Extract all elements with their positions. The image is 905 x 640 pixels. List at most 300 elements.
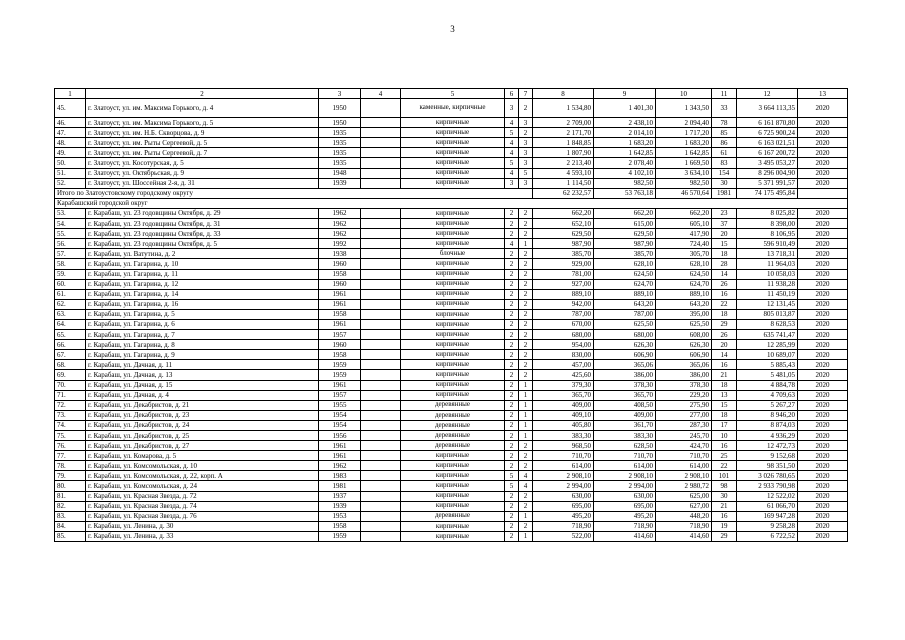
cell-n: 85. — [55, 531, 86, 541]
cell-empty — [361, 431, 401, 441]
cell-fy: 2020 — [798, 521, 848, 531]
cell-addr: г. Златоуст, ул. Октябрьская, д. 9 — [86, 168, 319, 178]
cell-addr: г. Карабаш, ул. Дачная, д. 11 — [86, 360, 319, 370]
cell-a: 710,70 — [533, 451, 594, 461]
cell-e: 2 — [519, 370, 533, 380]
cell-f: 3 — [505, 99, 519, 118]
cell-fy: 2020 — [798, 481, 848, 491]
cell-e: 1 — [519, 431, 533, 441]
cell-n: 49. — [55, 148, 86, 158]
cell-empty — [361, 521, 401, 531]
cell-mat: кирпичные — [401, 330, 505, 340]
cell-cost: 6 167 200,72 — [737, 148, 798, 158]
cell-f: 2 — [505, 309, 519, 319]
cell-cost: 8 025,82 — [737, 208, 798, 218]
cell-c: 1 642,85 — [656, 148, 712, 158]
cell-fy: 2020 — [798, 299, 848, 309]
cell-a: 495,20 — [533, 511, 594, 521]
cell-fy: 2020 — [798, 451, 848, 461]
cell-addr: г. Карабаш, ул. Гагарина, д. 10 — [86, 259, 319, 269]
cell-fy: 2020 — [798, 158, 848, 168]
table-row — [55, 138, 848, 148]
cell-mat: кирпичные — [401, 128, 505, 138]
cell-c: 417,90 — [656, 229, 712, 239]
cell-fy: 2020 — [798, 461, 848, 471]
cell-mat: кирпичные — [401, 471, 505, 481]
cell-c: 275,90 — [656, 400, 712, 410]
cell-empty — [361, 148, 401, 158]
cell-cost: 169 947,28 — [737, 511, 798, 521]
cell-e: 3 — [519, 118, 533, 128]
cell-cost: 8 398,00 — [737, 219, 798, 229]
cell-c: 287,30 — [656, 420, 712, 430]
cell-b: 624,70 — [594, 279, 656, 289]
cell-n: 68. — [55, 360, 86, 370]
cell-f: 2 — [505, 319, 519, 329]
cell-cost: 9 152,68 — [737, 451, 798, 461]
cell-year: 1962 — [319, 219, 361, 229]
cell-empty — [361, 410, 401, 420]
cell-a: 718,90 — [533, 521, 594, 531]
cell-b: 710,70 — [594, 451, 656, 461]
cell-cost: 3 495 053,27 — [737, 158, 798, 168]
cell-c: 395,00 — [656, 309, 712, 319]
cell-addr: г. Златоуст, ул. Косотурская, д. 5 — [86, 158, 319, 168]
cell-addr: г. Карабаш, ул. Комарова, д. 5 — [86, 451, 319, 461]
cell-f: 4 — [505, 239, 519, 249]
table-row — [55, 531, 848, 541]
cell-cost: 10 689,07 — [737, 350, 798, 360]
cell-addr: г. Карабаш, ул. Гагарина, д. 12 — [86, 279, 319, 289]
cell-c: 1 669,50 — [656, 158, 712, 168]
cell-f: 2 — [505, 249, 519, 259]
cell-mat: кирпичные — [401, 370, 505, 380]
cell-e: 2 — [519, 249, 533, 259]
cell-p: 30 — [712, 491, 737, 501]
table-row — [55, 158, 848, 168]
cell-b: 409,00 — [594, 410, 656, 420]
cell-empty — [361, 380, 401, 390]
cell-c: 606,90 — [656, 350, 712, 360]
cell-cost: 5 371 991,57 — [737, 178, 798, 188]
cell-f: 5 — [505, 481, 519, 491]
cell-year: 1937 — [319, 491, 361, 501]
cell-e: 3 — [519, 158, 533, 168]
cell-year: 1958 — [319, 309, 361, 319]
column-number-cell: 8 — [533, 89, 594, 99]
cell-empty — [361, 501, 401, 511]
cell-cost: 4 709,63 — [737, 390, 798, 400]
page-number: 3 — [450, 24, 455, 34]
cell-year: 1961 — [319, 441, 361, 451]
cell-p: 18 — [712, 309, 737, 319]
cell-fy: 2020 — [798, 420, 848, 430]
cell-n: 66. — [55, 340, 86, 350]
total-area-b: 53 763,18 — [594, 188, 656, 198]
cell-a: 680,00 — [533, 330, 594, 340]
cell-n: 79. — [55, 471, 86, 481]
cell-year: 1992 — [319, 239, 361, 249]
cell-addr: г. Карабаш, ул. Дачная, д. 4 — [86, 390, 319, 400]
cell-p: 86 — [712, 138, 737, 148]
cell-empty — [361, 511, 401, 521]
cell-mat: кирпичные — [401, 289, 505, 299]
cell-c: 624,70 — [656, 279, 712, 289]
cell-f: 2 — [505, 380, 519, 390]
cell-e: 2 — [519, 360, 533, 370]
cell-b: 615,00 — [594, 219, 656, 229]
cell-mat: кирпичные — [401, 309, 505, 319]
cell-e: 2 — [519, 229, 533, 239]
total-people: 1981 — [712, 188, 737, 198]
cell-addr: г. Златоуст, ул. им. Рыты Сергеевой, д. 7 — [86, 148, 319, 158]
table-row — [55, 370, 848, 380]
cell-year: 1935 — [319, 148, 361, 158]
cell-b: 626,30 — [594, 340, 656, 350]
cell-empty — [361, 340, 401, 350]
cell-f: 2 — [505, 219, 519, 229]
cell-a: 662,20 — [533, 208, 594, 218]
cell-f: 4 — [505, 148, 519, 158]
cell-year: 1960 — [319, 340, 361, 350]
cell-year: 1957 — [319, 330, 361, 340]
cell-a: 781,00 — [533, 269, 594, 279]
cell-year: 1960 — [319, 279, 361, 289]
cell-p: 25 — [712, 451, 737, 461]
cell-a: 787,00 — [533, 309, 594, 319]
cell-cost: 4 936,29 — [737, 431, 798, 441]
cell-cost: 2 933 790,98 — [737, 481, 798, 491]
cell-addr: г. Карабаш, ул. Декабристов, д. 27 — [86, 441, 319, 451]
cell-c: 229,20 — [656, 390, 712, 400]
cell-empty — [361, 481, 401, 491]
cell-mat: деревянные — [401, 441, 505, 451]
cell-n: 70. — [55, 380, 86, 390]
cell-c: 628,10 — [656, 259, 712, 269]
cell-n: 83. — [55, 511, 86, 521]
cell-cost: 8 874,03 — [737, 420, 798, 430]
cell-c: 424,70 — [656, 441, 712, 451]
cell-n: 45. — [55, 99, 86, 118]
cell-n: 74. — [55, 420, 86, 430]
cell-p: 18 — [712, 249, 737, 259]
cell-p: 17 — [712, 420, 737, 430]
table-row — [55, 299, 848, 309]
cell-mat: кирпичные — [401, 219, 505, 229]
cell-e: 1 — [519, 380, 533, 390]
cell-a: 379,30 — [533, 380, 594, 390]
cell-empty — [361, 279, 401, 289]
cell-n: 78. — [55, 461, 86, 471]
cell-c: 2 980,72 — [656, 481, 712, 491]
cell-mat: кирпичные — [401, 491, 505, 501]
cell-p: 21 — [712, 370, 737, 380]
cell-year: 1961 — [319, 451, 361, 461]
cell-a: 2 908,10 — [533, 471, 594, 481]
cell-mat: кирпичные — [401, 269, 505, 279]
cell-addr: г. Карабаш, ул. Декабристов, д. 25 — [86, 431, 319, 441]
cell-c: 889,10 — [656, 289, 712, 299]
table-row — [55, 319, 848, 329]
table-row — [55, 390, 848, 400]
table-row — [55, 491, 848, 501]
cell-mat: кирпичные — [401, 461, 505, 471]
cell-cost: 3 026 780,65 — [737, 471, 798, 481]
cell-fy: 2020 — [798, 410, 848, 420]
cell-b: 982,50 — [594, 178, 656, 188]
cell-fy: 2020 — [798, 491, 848, 501]
cell-e: 4 — [519, 481, 533, 491]
cell-year: 1959 — [319, 531, 361, 541]
cell-empty — [361, 118, 401, 128]
cell-p: 26 — [712, 330, 737, 340]
table-row — [55, 441, 848, 451]
cell-p: 23 — [712, 208, 737, 218]
cell-cost: 4 884,78 — [737, 380, 798, 390]
total-cost: 74 175 495,84 — [737, 188, 798, 198]
cell-b: 2 014,10 — [594, 128, 656, 138]
table-row — [55, 471, 848, 481]
cell-p: 33 — [712, 99, 737, 118]
cell-fy: 2020 — [798, 289, 848, 299]
table-row — [55, 380, 848, 390]
cell-cost: 6 725 900,24 — [737, 128, 798, 138]
cell-f: 2 — [505, 370, 519, 380]
cell-f: 2 — [505, 269, 519, 279]
cell-fy: 2020 — [798, 138, 848, 148]
cell-c: 2 908,10 — [656, 471, 712, 481]
housing-register-table — [54, 88, 848, 542]
cell-a: 630,00 — [533, 491, 594, 501]
cell-mat: кирпичные — [401, 299, 505, 309]
cell-addr: г. Карабаш, ул. Дачная, д. 15 — [86, 380, 319, 390]
cell-cost: 5 267,27 — [737, 400, 798, 410]
cell-b: 495,20 — [594, 511, 656, 521]
cell-mat: кирпичные — [401, 350, 505, 360]
cell-addr: г. Карабаш, ул. 23 годовщины Октября, д. 31 — [86, 219, 319, 229]
table-row — [55, 269, 848, 279]
cell-a: 954,00 — [533, 340, 594, 350]
column-number-cell: 10 — [656, 89, 712, 99]
cell-p: 85 — [712, 128, 737, 138]
cell-fy: 2020 — [798, 259, 848, 269]
cell-n: 76. — [55, 441, 86, 451]
cell-empty — [361, 219, 401, 229]
cell-addr: г. Златоуст, ул. им. Рыты Сергеевой, д. 5 — [86, 138, 319, 148]
cell-mat: кирпичные — [401, 138, 505, 148]
section-heading-row — [55, 198, 848, 208]
cell-n: 73. — [55, 410, 86, 420]
cell-f: 2 — [505, 400, 519, 410]
cell-cost: 8 628,53 — [737, 319, 798, 329]
cell-addr: г. Карабаш, ул. Красная Звезда, д. 76 — [86, 511, 319, 521]
cell-n: 59. — [55, 269, 86, 279]
table-row — [55, 309, 848, 319]
cell-b: 385,70 — [594, 249, 656, 259]
cell-addr: г. Карабаш, ул. Ватутина, д. 2 — [86, 249, 319, 259]
table-row — [55, 259, 848, 269]
cell-n: 54. — [55, 219, 86, 229]
cell-fy: 2020 — [798, 118, 848, 128]
cell-c: 625,00 — [656, 491, 712, 501]
cell-e: 2 — [519, 299, 533, 309]
cell-year: 1961 — [319, 299, 361, 309]
cell-cost: 12 522,02 — [737, 491, 798, 501]
cell-f: 2 — [505, 390, 519, 400]
cell-n: 72. — [55, 400, 86, 410]
cell-f: 2 — [505, 420, 519, 430]
cell-p: 154 — [712, 168, 737, 178]
cell-cost: 11 938,28 — [737, 279, 798, 289]
cell-n: 56. — [55, 239, 86, 249]
cell-fy: 2020 — [798, 178, 848, 188]
cell-fy: 2020 — [798, 350, 848, 360]
cell-n: 82. — [55, 501, 86, 511]
cell-p: 101 — [712, 471, 737, 481]
cell-e: 2 — [519, 319, 533, 329]
cell-year: 1959 — [319, 360, 361, 370]
cell-empty — [361, 370, 401, 380]
cell-a: 2 171,70 — [533, 128, 594, 138]
cell-addr: г. Карабаш, ул. 23 годовщины Октября, д. 29 — [86, 208, 319, 218]
cell-p: 13 — [712, 390, 737, 400]
cell-year: 1956 — [319, 431, 361, 441]
cell-p: 29 — [712, 531, 737, 541]
cell-e: 3 — [519, 138, 533, 148]
cell-f: 2 — [505, 340, 519, 350]
cell-fy: 2020 — [798, 340, 848, 350]
cell-mat: кирпичные — [401, 521, 505, 531]
cell-empty — [361, 400, 401, 410]
cell-empty — [361, 208, 401, 218]
cell-mat: деревянные — [401, 410, 505, 420]
cell-b: 414,60 — [594, 531, 656, 541]
cell-e: 1 — [519, 400, 533, 410]
cell-p: 20 — [712, 340, 737, 350]
cell-b: 787,00 — [594, 309, 656, 319]
cell-f: 4 — [505, 118, 519, 128]
table-row — [55, 128, 848, 138]
cell-b: 889,10 — [594, 289, 656, 299]
cell-c: 378,30 — [656, 380, 712, 390]
column-number-cell: 2 — [86, 89, 319, 99]
cell-c: 643,20 — [656, 299, 712, 309]
column-number-cell: 12 — [737, 89, 798, 99]
cell-f: 2 — [505, 501, 519, 511]
cell-empty — [361, 360, 401, 370]
table-row — [55, 330, 848, 340]
cell-addr: г. Златоуст, ул. им. Максима Горького, д. 5 — [86, 118, 319, 128]
cell-e: 4 — [519, 471, 533, 481]
cell-fy: 2020 — [798, 269, 848, 279]
cell-addr: г. Карабаш, ул. Гагарина, д. 7 — [86, 330, 319, 340]
cell-b: 628,10 — [594, 259, 656, 269]
cell-fy: 2020 — [798, 229, 848, 239]
cell-fy: 2020 — [798, 208, 848, 218]
cell-addr: г. Карабаш, ул. Декабристов, д. 21 — [86, 400, 319, 410]
cell-f: 2 — [505, 279, 519, 289]
cell-b: 383,30 — [594, 431, 656, 441]
cell-p: 28 — [712, 259, 737, 269]
table-row — [55, 461, 848, 471]
cell-year: 1958 — [319, 521, 361, 531]
table-row — [55, 521, 848, 531]
cell-cost: 6 163 021,51 — [737, 138, 798, 148]
cell-a: 695,00 — [533, 501, 594, 511]
cell-b: 2 438,10 — [594, 118, 656, 128]
cell-cost: 596 910,49 — [737, 239, 798, 249]
cell-c: 626,30 — [656, 340, 712, 350]
cell-fy: 2020 — [798, 148, 848, 158]
cell-year: 1961 — [319, 380, 361, 390]
cell-year: 1961 — [319, 289, 361, 299]
cell-mat: кирпичные — [401, 148, 505, 158]
cell-e: 2 — [519, 279, 533, 289]
table-body — [55, 89, 848, 542]
cell-year: 1948 — [319, 168, 361, 178]
cell-fy: 2020 — [798, 279, 848, 289]
cell-cost: 8 946,20 — [737, 410, 798, 420]
cell-b: 1 642,85 — [594, 148, 656, 158]
cell-year: 1950 — [319, 99, 361, 118]
cell-e: 1 — [519, 239, 533, 249]
cell-addr: г. Карабаш, ул. Дачная, д. 13 — [86, 370, 319, 380]
cell-f: 5 — [505, 471, 519, 481]
cell-mat: кирпичные — [401, 481, 505, 491]
table-row — [55, 481, 848, 491]
cell-cost: 10 058,03 — [737, 269, 798, 279]
cell-empty — [361, 390, 401, 400]
cell-mat: кирпичные — [401, 118, 505, 128]
column-number-cell: 5 — [401, 89, 505, 99]
cell-addr: г. Карабаш, ул. Гагарина, д. 9 — [86, 350, 319, 360]
cell-b: 630,00 — [594, 491, 656, 501]
cell-addr: г. Карабаш, ул. Ленина, д. 30 — [86, 521, 319, 531]
cell-p: 16 — [712, 289, 737, 299]
cell-b: 606,90 — [594, 350, 656, 360]
cell-p: 18 — [712, 380, 737, 390]
cell-mat: кирпичные — [401, 239, 505, 249]
cell-e: 2 — [519, 521, 533, 531]
cell-e: 2 — [519, 259, 533, 269]
cell-f: 2 — [505, 511, 519, 521]
table-row — [55, 208, 848, 218]
cell-fy: 2020 — [798, 390, 848, 400]
cell-n: 48. — [55, 138, 86, 148]
cell-b: 629,50 — [594, 229, 656, 239]
cell-a: 927,00 — [533, 279, 594, 289]
cell-cost: 5 885,43 — [737, 360, 798, 370]
cell-a: 670,00 — [533, 319, 594, 329]
cell-mat: блочные — [401, 249, 505, 259]
cell-year: 1950 — [319, 118, 361, 128]
cell-b: 4 102,10 — [594, 168, 656, 178]
cell-e: 2 — [519, 219, 533, 229]
cell-empty — [361, 491, 401, 501]
cell-cost: 12 472,73 — [737, 441, 798, 451]
cell-a: 2 213,40 — [533, 158, 594, 168]
cell-addr: г. Карабаш, ул. Гагарина, д. 6 — [86, 319, 319, 329]
table-row — [55, 511, 848, 521]
column-number-cell: 7 — [519, 89, 533, 99]
cell-a: 1 807,90 — [533, 148, 594, 158]
cell-p: 22 — [712, 299, 737, 309]
cell-empty — [361, 138, 401, 148]
table-row — [55, 239, 848, 249]
cell-fy: 2020 — [798, 309, 848, 319]
cell-n: 62. — [55, 299, 86, 309]
cell-b: 680,00 — [594, 330, 656, 340]
